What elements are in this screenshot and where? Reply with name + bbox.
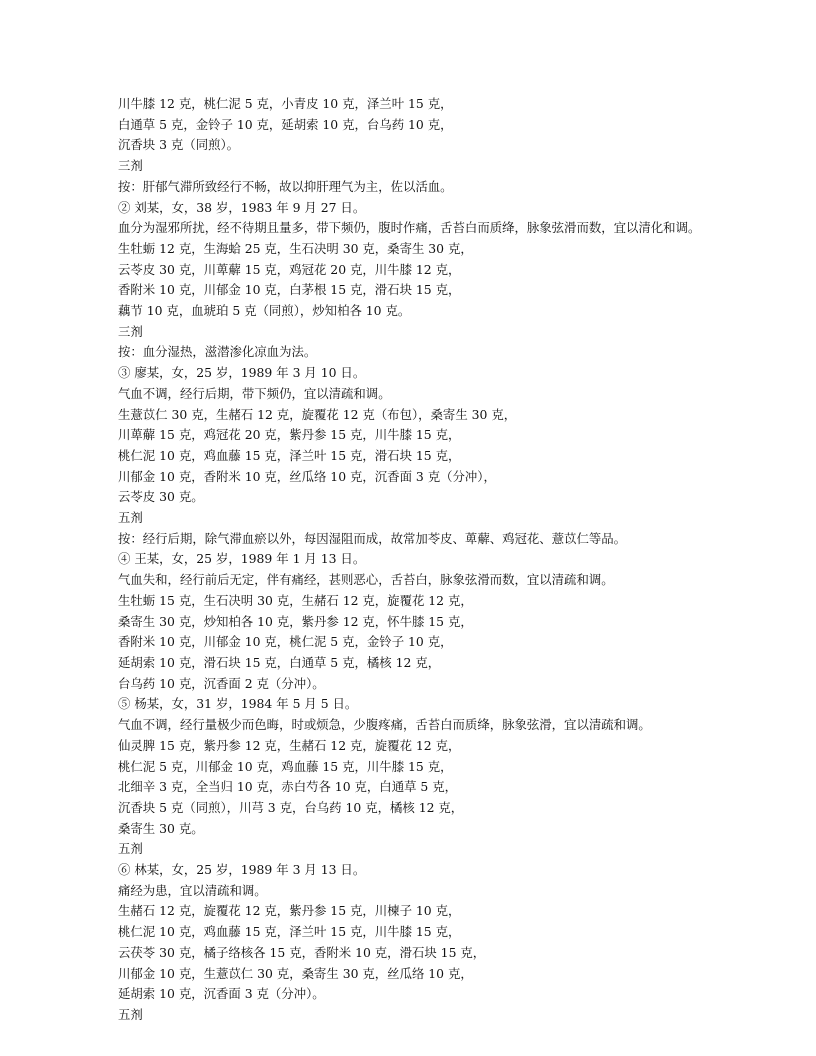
dose-count: 五剂 [118, 841, 143, 857]
text-line: 生薏苡仁 30 克，生赭石 12 克，旋覆花 12 克（布包），桑寄生 30 克， [118, 406, 517, 422]
commentary-line: 按：经行后期，除气滞血瘀以外，每因湿阻而成，故常加苓皮、萆薢、鸡冠花、薏苡仁等品。 [118, 530, 627, 546]
text-line: 沉香块 3 克（同煎）。 [118, 137, 240, 153]
text-line: 桃仁泥 5 克，川郁金 10 克，鸡血藤 15 克，川牛膝 15 克， [118, 758, 453, 774]
text-line: 香附米 10 克，川郁金 10 克，桃仁泥 5 克，金铃子 10 克， [118, 634, 453, 650]
text-line: 桃仁泥 10 克，鸡血藤 15 克，泽兰叶 15 克，滑石块 15 克， [118, 447, 461, 463]
dose-count: 三剂 [118, 158, 143, 174]
case-description: 痛经为患，宜以清疏和调。 [118, 882, 267, 898]
text-line: 沉香块 5 克（同煎），川芎 3 克，台乌药 10 克，橘核 12 克， [118, 799, 464, 815]
case-header: ⑤ 杨某，女，31 岁，1984 年 5 月 5 日。 [118, 696, 358, 712]
dose-count: 五剂 [118, 1006, 143, 1022]
text-line: 云苓皮 30 克，川萆薢 15 克，鸡冠花 20 克，川牛膝 12 克， [118, 261, 461, 277]
case-header: ⑥ 林某，女，25 岁，1989 年 3 月 13 日。 [118, 862, 366, 878]
text-line: 川牛膝 12 克，桃仁泥 5 克，小青皮 10 克，泽兰叶 15 克， [118, 96, 453, 111]
text-line: 桑寄生 30 克。 [118, 820, 204, 836]
text-line: 桃仁泥 10 克，鸡血藤 15 克，泽兰叶 15 克，川牛膝 15 克， [118, 924, 461, 940]
text-line: 香附米 10 克，川郁金 10 克，白茅根 15 克，滑石块 15 克， [118, 282, 461, 298]
case-description: 气血失和，经行前后无定，伴有痛经，甚则恶心，舌苔白，脉象弦滑而数，宜以清疏和调。 [118, 572, 614, 588]
text-line: 藕节 10 克，血琥珀 5 克（同煎），炒知柏各 10 克。 [118, 303, 411, 319]
case-description: 血分为湿邪所扰，经不待期且量多，带下频仍，腹时作痛，舌苔白而质绛，脉象弦滑而数，宜以清化和调。 [118, 220, 701, 236]
text-line: 生牡蛎 12 克，生海蛤 25 克，生石决明 30 克，桑寄生 30 克， [118, 240, 473, 256]
commentary-line: 按：肝郁气滞所致经行不畅，故以抑肝理气为主，佐以活血。 [118, 178, 453, 194]
case-header: ② 刘某，女，38 岁，1983 年 9 月 27 日。 [118, 199, 366, 215]
case-header: ④ 王某，女，25 岁，1989 年 1 月 13 日。 [118, 551, 366, 567]
document-body [118, 94, 708, 1026]
text-line: 云苓皮 30 克。 [118, 489, 204, 505]
text-line: 北细辛 3 克，全当归 10 克，赤白芍各 10 克，白通草 5 克， [118, 779, 458, 795]
dose-count: 五剂 [118, 510, 143, 526]
case-description: 气血不调，经行量极少而色晦，时或烦急，少腹疼痛，舌苔白而质绛，脉象弦滑，宜以清疏和调。 [118, 717, 651, 733]
text-line: 延胡索 10 克，滑石块 15 克，白通草 5 克，橘核 12 克， [118, 654, 441, 670]
text-line: 川郁金 10 克，生薏苡仁 30 克，桑寄生 30 克，丝瓜络 10 克， [118, 965, 473, 981]
text-line: 生赭石 12 克，旋覆花 12 克，紫丹参 15 克，川楝子 10 克， [118, 903, 461, 919]
text-line: 白通草 5 克，金铃子 10 克，延胡索 10 克，台乌药 10 克， [118, 116, 453, 132]
text-line: 台乌药 10 克，沉香面 2 克（分冲）。 [118, 675, 325, 691]
dose-count: 三剂 [118, 323, 143, 339]
text-line: 川郁金 10 克，香附米 10 克，丝瓜络 10 克，沉香面 3 克（分冲）， [118, 468, 496, 484]
case-description: 气血不调，经行后期，带下频仍，宜以清疏和调。 [118, 385, 391, 401]
case-header: ③ 廖某，女，25 岁，1989 年 3 月 10 日。 [118, 365, 366, 381]
text-line: 生牡蛎 15 克，生石决明 30 克，生赭石 12 克，旋覆花 12 克， [118, 592, 473, 608]
text-line: 云茯苓 30 克，橘子络核各 15 克，香附米 10 克，滑石块 15 克， [118, 944, 486, 960]
text-line: 延胡索 10 克，沉香面 3 克（分冲）。 [118, 986, 325, 1002]
text-line: 川萆薢 15 克，鸡冠花 20 克，紫丹参 15 克，川牛膝 15 克， [118, 427, 461, 443]
text-line: 仙灵脾 15 克，紫丹参 12 克，生赭石 12 克，旋覆花 12 克， [118, 737, 461, 753]
commentary-line: 按：血分湿热，滋潜渗化凉血为法。 [118, 344, 317, 360]
text-line: 桑寄生 30 克，炒知柏各 10 克，紫丹参 12 克，怀牛膝 15 克， [118, 613, 473, 629]
